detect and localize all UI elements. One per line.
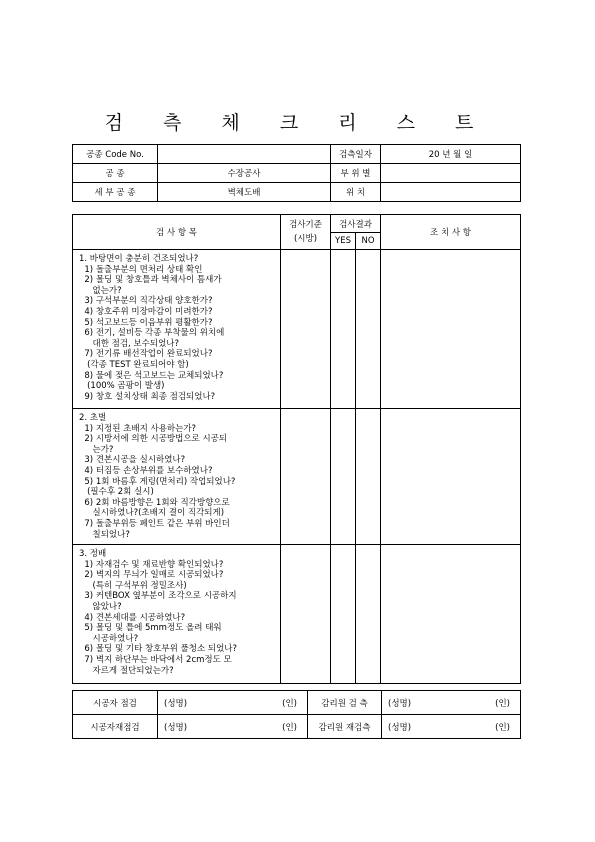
check-item: 시공하였나?	[79, 633, 139, 644]
section-2-criteria[interactable]	[281, 409, 331, 545]
check-item: 대한 점검, 보수되었나?	[79, 338, 180, 349]
check-item: 2) 몰딩 및 창호틀과 벽체사이 틈새가	[79, 275, 222, 286]
section-heading: 3. 정배	[79, 549, 107, 559]
section-1-items	[73, 250, 281, 409]
check-item: 9) 창호 설치상태 최종 점검되었나?	[79, 391, 216, 402]
check-item: 는가?	[79, 444, 114, 455]
info-label-code: 공종 Code No.	[73, 145, 158, 164]
section-row-2	[73, 409, 521, 545]
section-heading: 2. 초벌	[79, 413, 107, 423]
header-result: 검사결과	[331, 215, 381, 233]
sign-supervisor-field[interactable]	[382, 691, 521, 715]
checklist-table	[72, 214, 521, 684]
sign-name-label: (성명)	[164, 698, 188, 709]
check-item: 2) 시방서에 의한 시공방법으로 시공되	[79, 434, 228, 445]
sign-contractor-field[interactable]	[158, 691, 308, 715]
check-item: (각종 TEST 완료되어야 함)	[79, 359, 189, 370]
check-item: 실시하였나?(초배지 결이 직각되게)	[79, 508, 225, 519]
date-field[interactable]: 20 년 월 일	[381, 145, 521, 164]
section-2-yes[interactable]	[331, 409, 356, 545]
section-row-1	[73, 250, 521, 409]
check-item: 4) 터짐등 손상부위를 보수하였나?	[79, 465, 213, 476]
sign-name-label: (성명)	[388, 722, 412, 733]
section-heading: 1. 바탕면이 충분히 건조되었나?	[79, 254, 199, 264]
sign-label-material: 시공자재점검	[73, 715, 158, 739]
seal-label: (인)	[495, 722, 510, 733]
check-item: 2) 벽지의 무늬가 일매로 시공되었나?	[79, 570, 224, 581]
check-item: 6) 2회 바름방향은 1회와 직각방향으로	[79, 497, 230, 508]
section-2-no[interactable]	[356, 409, 381, 545]
info-label-part: 부 위 별	[331, 164, 381, 183]
check-item: 5) 몰딩 및 틀에 5mm정도 올려 태워	[79, 623, 222, 634]
page-title: 검 측 체 크 리 스 트	[104, 112, 491, 134]
check-item: (특히 구석부위 정밀조사)	[79, 580, 187, 591]
section-1-criteria[interactable]	[281, 250, 331, 409]
sign-label-supervisor: 감리원 검 측	[308, 691, 382, 715]
section-1-yes[interactable]	[331, 250, 356, 409]
check-item: 6) 몰딩 및 기타 창호부위 풀청소 되었나?	[79, 644, 238, 655]
sign-reinspect-field[interactable]	[382, 715, 521, 739]
section-3-yes[interactable]	[331, 545, 356, 684]
sign-label-contractor: 시공자 점검	[73, 691, 158, 715]
check-item: 5) 석고보드등 이음부위 평활한가?	[79, 317, 213, 328]
info-row-subtrade	[73, 183, 521, 202]
seal-label: (인)	[282, 722, 297, 733]
signature-table	[72, 690, 521, 739]
check-item: (100% 곰팡이 발생)	[79, 381, 165, 392]
sign-row-1	[73, 691, 521, 715]
check-item: 1) 돌출부분의 면처리 상태 확인	[79, 264, 203, 275]
check-item: 3) 커텐BOX 옆부분이 조각으로 시공하지	[79, 591, 237, 602]
check-item: 7) 전기류 배선작업이 완료되었나?	[79, 349, 213, 360]
info-label-date: 검측일자	[331, 145, 381, 164]
check-item: 7) 돌출부위등 페인트 같은 부위 바인더	[79, 518, 230, 529]
check-item: 6) 전기, 설비등 각종 부착물의 위치에	[79, 328, 225, 339]
sign-row-2	[73, 715, 521, 739]
check-item: (필수후 2회 실시)	[79, 487, 154, 498]
sign-material-field[interactable]	[158, 715, 308, 739]
check-item: 7) 벽지 하단부는 바닥에서 2cm정도 모	[79, 654, 232, 665]
seal-label: (인)	[495, 698, 510, 709]
info-label-location: 위 치	[331, 183, 381, 202]
check-item: 3) 견본시공을 실시하였나?	[79, 455, 186, 466]
info-row-code	[73, 145, 521, 164]
check-item: 칠되었나?	[79, 529, 130, 540]
trade-field[interactable]: 수장공사	[158, 164, 331, 183]
section-3-criteria[interactable]	[281, 545, 331, 684]
header-criteria-line1: 검사기준	[289, 220, 322, 230]
seal-label: (인)	[282, 698, 297, 709]
info-row-trade	[73, 164, 521, 183]
check-item: 1) 지정된 초배지 사용하는가?	[79, 423, 197, 434]
section-3-no[interactable]	[356, 545, 381, 684]
section-3-items	[73, 545, 281, 684]
check-item: 1) 자재검수 및 재료반향 확인되었나?	[79, 559, 224, 570]
section-2-items	[73, 409, 281, 545]
check-item: 4) 창호주위 미장마감이 미려한가?	[79, 306, 213, 317]
info-label-subtrade: 세 부 공 종	[73, 183, 158, 202]
section-1-action[interactable]	[381, 250, 521, 409]
info-table	[72, 144, 521, 202]
header-criteria-line2: (시방)	[293, 234, 318, 244]
section-2-action[interactable]	[381, 409, 521, 545]
sign-name-label: (성명)	[164, 722, 188, 733]
header-criteria	[281, 215, 331, 250]
check-item: 3) 구석부분의 직각상태 양호한가?	[79, 296, 213, 307]
check-item: 자르게 절단되었는가?	[79, 665, 174, 676]
check-item: 5) 1회 바름후 게링(면처리) 작업되었나?	[79, 476, 236, 487]
check-item: 4) 견본세대를 시공하였나?	[79, 612, 186, 623]
check-item: 없는가?	[79, 285, 122, 296]
section-1-no[interactable]	[356, 250, 381, 409]
info-label-trade: 공 종	[73, 164, 158, 183]
code-field[interactable]	[158, 145, 331, 164]
header-no: NO	[356, 233, 381, 250]
location-field[interactable]	[381, 183, 521, 202]
sign-label-reinspect: 감리원 재검측	[308, 715, 382, 739]
header-items: 검 사 항 목	[73, 215, 281, 250]
part-field[interactable]	[381, 164, 521, 183]
check-item: 않았나?	[79, 601, 122, 612]
header-action: 조 치 사 항	[381, 215, 521, 250]
header-yes: YES	[331, 233, 356, 250]
check-item: 8) 물에 젖은 석고보드는 교체되었나?	[79, 370, 224, 381]
section-3-action[interactable]	[381, 545, 521, 684]
section-row-3	[73, 545, 521, 684]
sign-name-label: (성명)	[388, 698, 412, 709]
subtrade-field[interactable]: 벽체도배	[158, 183, 331, 202]
